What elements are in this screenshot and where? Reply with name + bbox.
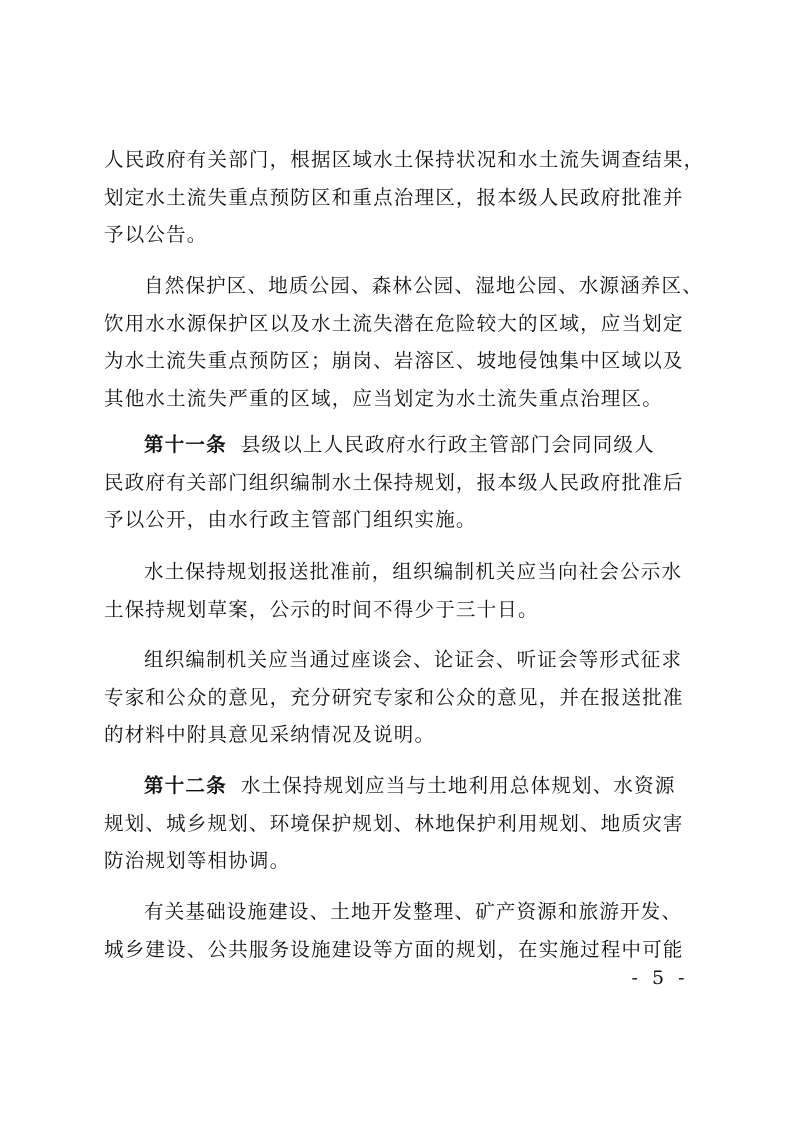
text-line-content: 水土保持规划应当与土地利用总体规划、水资源 <box>240 774 676 797</box>
text-line: 规划、城乡规划、环境保护规划、林地保护利用规划、地质灾害 <box>104 811 684 835</box>
text-line <box>104 426 706 464</box>
text-line: 自然保护区、地质公园、森林公园、湿地公园、水源涵养区、 <box>144 274 703 297</box>
text-line: 防治规划等相协调。 <box>104 849 291 872</box>
article-label: 第十一条 <box>144 433 227 456</box>
article-11-paragraph <box>104 426 706 539</box>
text-line: 的材料中附具意见采纳情况及说明。 <box>104 723 436 746</box>
text-line: 有关基础设施建设、土地开发整理、矿产资源和旅游开发、 <box>144 900 683 923</box>
article-12-paragraph <box>104 767 706 880</box>
text-line: 划定水土流失重点预防区和重点治理区，报本级人民政府批准并 <box>104 185 684 209</box>
page-number: - 5 - <box>631 967 689 989</box>
paragraph <box>104 641 706 754</box>
text-line: 民政府有关部门组织编制水土保持规划，报本级人民政府批准后 <box>104 470 684 494</box>
text-line: 水土保持规划报送批准前，组织编制机关应当向社会公示水 <box>144 560 683 583</box>
article-label: 第十二条 <box>144 774 227 797</box>
text-line: 为水土流失重点预防区；崩岗、岩溶区、坡地侵蚀集中区域以及 <box>104 349 684 372</box>
text-line: 饮用水水源保护区以及水土流失潜在危险较大的区域，应当划定 <box>104 311 684 335</box>
text-line: 予以公告。 <box>104 223 208 246</box>
paragraph <box>104 553 706 628</box>
text-line: 予以公开，由水行政主管部门组织实施。 <box>104 508 477 531</box>
paragraph <box>104 893 706 968</box>
text-line: 土保持规划草案，公示的时间不得少于三十日。 <box>104 597 539 621</box>
text-line: 组织编制机关应当通过座谈会、论证会、听证会等形式征求 <box>144 648 683 671</box>
paragraph-continuation <box>104 141 706 254</box>
text-line <box>104 767 706 805</box>
text-line: 其他水土流失严重的区域，应当划定为水土流失重点治理区。 <box>104 386 663 410</box>
paragraph <box>104 267 706 417</box>
text-line: 人民政府有关部门，根据区域水土保持状况和水土流失调查结果， <box>104 148 705 171</box>
text-line: 城乡建设、公共服务设施建设等方面的规划，在实施过程中可能 <box>104 937 684 961</box>
text-line: 专家和公众的意见，充分研究专家和公众的意见，并在报送批准 <box>104 685 684 709</box>
text-line-content: 县级以上人民政府水行政主管部门会同同级人 <box>240 433 655 456</box>
